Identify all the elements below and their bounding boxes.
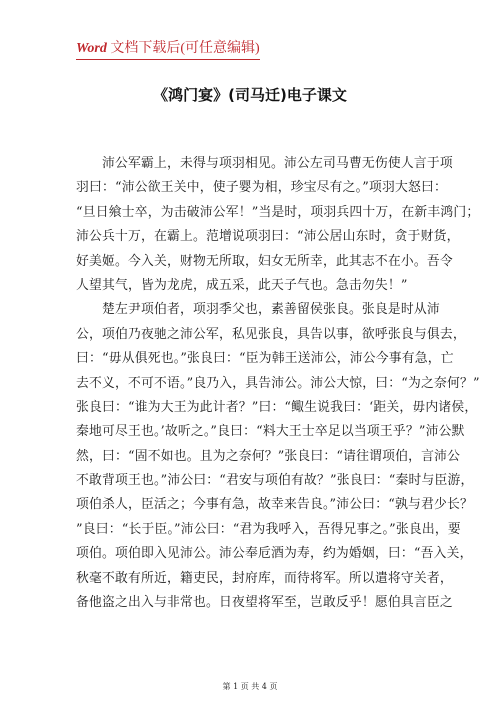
text-line: 秋毫不敢有所近，籍吏民，封府库，而待将军。所以遣将守关者，	[76, 570, 453, 586]
text-line: 项伯。项伯即入见沛公。沛公奉卮酒为寿，约为婚姻，曰：“吾入关，	[76, 546, 473, 562]
text-line: 秦地可尽王也。’故听之。”良曰：“料大王士卒足以当项王乎？”沛公默	[76, 424, 465, 440]
paragraph-2	[76, 298, 480, 615]
document-body	[76, 152, 480, 615]
text-line: 项伯杀人，臣活之；今事有急，故幸来告良。”沛公曰：“孰与君少长？	[76, 497, 473, 513]
banner-word: Word	[76, 41, 107, 56]
text-line: 曰：“毋从俱死也。”张良曰：“臣为韩王送沛公，沛公今事有急，亡	[76, 351, 454, 367]
text-line: ”良曰：“长于臣。”沛公曰：“君为我呼入，吾得兄事之。”张良出，要	[76, 521, 461, 537]
text-line: 楚左尹项伯者，项羽季父也，素善留侯张良。张良是时从沛	[102, 302, 440, 318]
text-line: “旦日飨士卒，为击破沛公军！”当是时，项羽兵四十万，在新丰鸿门；	[76, 204, 480, 220]
page-footer: 第 1 页 共 4 页	[222, 682, 278, 691]
text-line: 张良曰：“谁为大王为此计者？”曰：“鲰生说我曰：‘距关，毋内诸侯，	[76, 399, 478, 415]
banner-text: 文档下载后(可任意编辑)	[106, 41, 260, 56]
text-line: 公，项伯乃夜驰之沛公军，私见张良，具告以事，欲呼张良与俱去，	[76, 326, 466, 342]
text-line: 然，曰：“固不如也。且为之奈何？”张良曰：“请往谓项伯，言沛公	[76, 448, 461, 464]
paragraph-1	[76, 152, 480, 298]
text-line: 不敢背项王也。”沛公曰：“君安与项伯有故？”张良曰：“秦时与臣游，	[76, 473, 474, 489]
text-line: 好美姬。今入关，财物无所取，妇女无所幸，此其志不在小。吾令	[76, 253, 453, 269]
text-line: 沛公兵十万，在霸上。范增说项羽曰：“沛公居山东时，贪于财货，	[76, 229, 460, 245]
text-line: 去不义，不可不语。”良乃入，具告沛公。沛公大惊，曰：“为之奈何？”	[76, 375, 480, 391]
text-line: 备他盗之出入与非常也。日夜望将军至，岂敢反乎！愿伯具言臣之	[76, 595, 453, 611]
text-line: 人望其气，皆为龙虎，成五采，此天子气也。急击勿失！”	[76, 277, 408, 293]
download-banner	[76, 37, 260, 60]
text-line: 沛公军霸上，未得与项羽相见。沛公左司马曹无伤使人言于项	[102, 156, 453, 171]
document-title: 《鸿门宴》(司马迁)电子课文	[153, 86, 347, 104]
text-line: 羽曰：“沛公欲王关中，使子婴为相，珍宝尽有之。”项羽大怒曰：	[76, 180, 447, 196]
